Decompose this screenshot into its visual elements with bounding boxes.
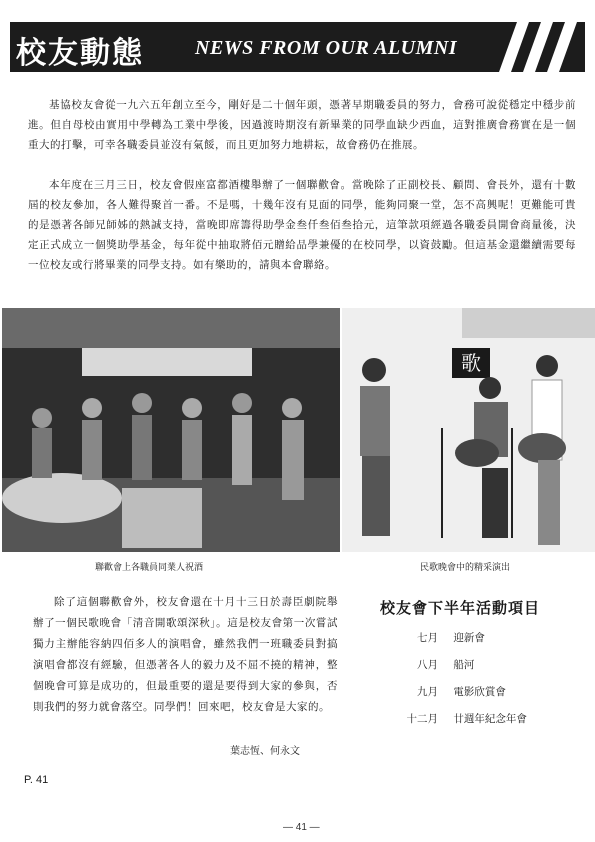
page-number: — 41 — — [283, 822, 320, 833]
concert-sign-text: 歌 — [461, 351, 481, 375]
caption-dinner-party: 聯歡會上各職員同業人祝酒 — [95, 563, 204, 573]
article-paragraph-2: 本年度在三月三日，校友會假座富都酒樓舉辦了一個聯歡會。當晚除了正副校長、顧問、會長外，還有十數屆的校友參加，各人難得聚首一番。不是嗎，十幾年沒有見面的同學，能夠同聚一堂，怎不高興呢！更難能可貴的是憑著各師兄師姊的熱誠支持，當晚即席籌得助學金叁仟叁佰叁拾元，這筆款項經過各職委員開會商量後，決定正式成立一個獎助學基金，每年從中抽取將佰元贈給品學兼優的在校同學，以資鼓勵。但這基金還繼續需要每一位校友或行將畢業的同學支持。如有樂助的，請與本會聯絡。 — [28, 179, 576, 271]
activity-month: 十二月 — [406, 713, 438, 725]
activity-event: 迎新會 — [453, 632, 485, 644]
list-item — [392, 684, 592, 711]
activity-month: 八月 — [417, 659, 438, 671]
activities-title: 校友會下半年活動項目 — [380, 599, 541, 617]
photo-dinner-party — [2, 308, 340, 552]
banner-stripes-icon — [489, 22, 579, 72]
list-item — [392, 711, 592, 738]
banner-title: 校友動態 — [16, 36, 144, 71]
activity-event: 電影欣賞會 — [453, 686, 506, 698]
activity-event: 廿週年紀念年會 — [453, 713, 527, 725]
list-item — [392, 630, 592, 657]
article-paragraph-1: 基協校友會從一九六五年創立至今，剛好是二十個年頭，憑著早期職委員的努力，會務可說從穩定中穩步前進。但自母校由實用中學轉為工業中學後，因過渡時期沒有新畢業的同學血缺少西血，這對推廣會務實在是一個重大的打擊，可幸各職委員並沒有氣餒，而且更加努力地耕耘，故會務仍在推展。 — [28, 99, 576, 151]
activity-month: 九月 — [417, 686, 438, 698]
list-item — [392, 657, 592, 684]
article-paragraph-3: 除了這個聯歡會外，校友會還在十月十三日於壽臣劇院舉辦了一個民歌晚會「清音開歌頌深秋」。這是校友會第一次嘗試獨力主辦能容納四佰多人的演唱會，雖然我們一班職委員對搞演唱會都沒有經驗，但憑著各人的毅力及不屈不撓的精神，整個晚會可算是成功的，但最重要的還是要得到大家的參與，否則我們的努力就會落空。同學們！回來吧，校友會是大家的。 — [33, 596, 338, 713]
caption-folk-concert: 民歌晚會中的精采演出 — [420, 563, 511, 573]
activity-month: 七月 — [417, 632, 438, 644]
banner-subtitle: NEWS FROM OUR ALUMNI — [195, 37, 458, 59]
section-banner — [10, 22, 585, 72]
activities-list — [392, 630, 592, 738]
photo-dinner-party-image — [2, 308, 340, 552]
photo-folk-concert-image — [342, 308, 595, 552]
article-authors: 葉志恆、何永文 — [230, 746, 300, 757]
photo-folk-concert — [342, 308, 595, 552]
activity-event: 船河 — [453, 659, 475, 671]
page-label: P. 41 — [24, 774, 49, 786]
